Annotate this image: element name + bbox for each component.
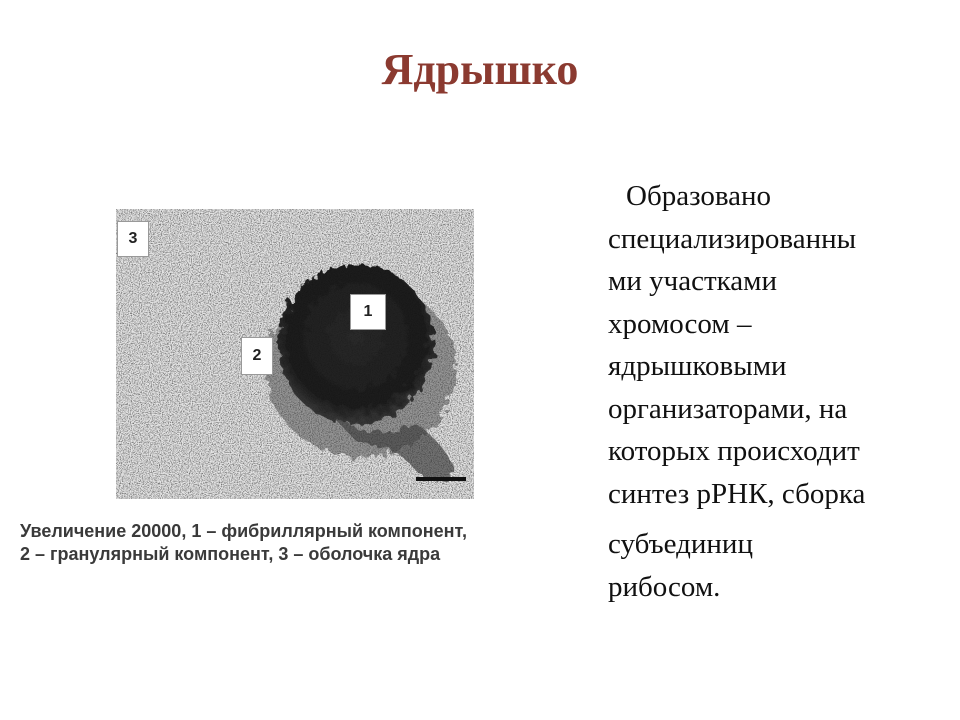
- body-line: синтез рРНК, сборка: [608, 477, 866, 510]
- label-fibrillar-component: [350, 294, 386, 330]
- body-line: которых происходит: [608, 435, 860, 467]
- body-line: Образовано: [626, 180, 772, 212]
- slide-title: Ядрышко: [381, 45, 579, 94]
- label-granular-component: [241, 337, 273, 375]
- body-line: специализированны: [608, 222, 857, 255]
- figure-caption: [20, 520, 590, 566]
- body-paragraph: [600, 175, 940, 608]
- scale-bar: [416, 477, 466, 481]
- label-1-text: 1: [363, 303, 373, 320]
- label-2-text: 2: [252, 347, 262, 364]
- body-line: ми участками: [608, 265, 778, 297]
- body-line: рибосом.: [608, 570, 721, 603]
- caption-line-1: Увеличение 20000, 1 – фибриллярный компонент,: [20, 521, 467, 541]
- nucleolus-micrograph: [116, 209, 474, 499]
- body-line: ядрышковыми: [608, 350, 787, 382]
- label-nuclear-envelope: [117, 221, 149, 257]
- label-3-text: 3: [128, 230, 138, 247]
- body-line: организаторами, на: [608, 392, 848, 425]
- body-line: хромосом –: [608, 307, 752, 340]
- caption-line-2: 2 – гранулярный компонент, 3 – оболочка ядра: [20, 544, 441, 564]
- body-line: субъединиц: [608, 528, 753, 560]
